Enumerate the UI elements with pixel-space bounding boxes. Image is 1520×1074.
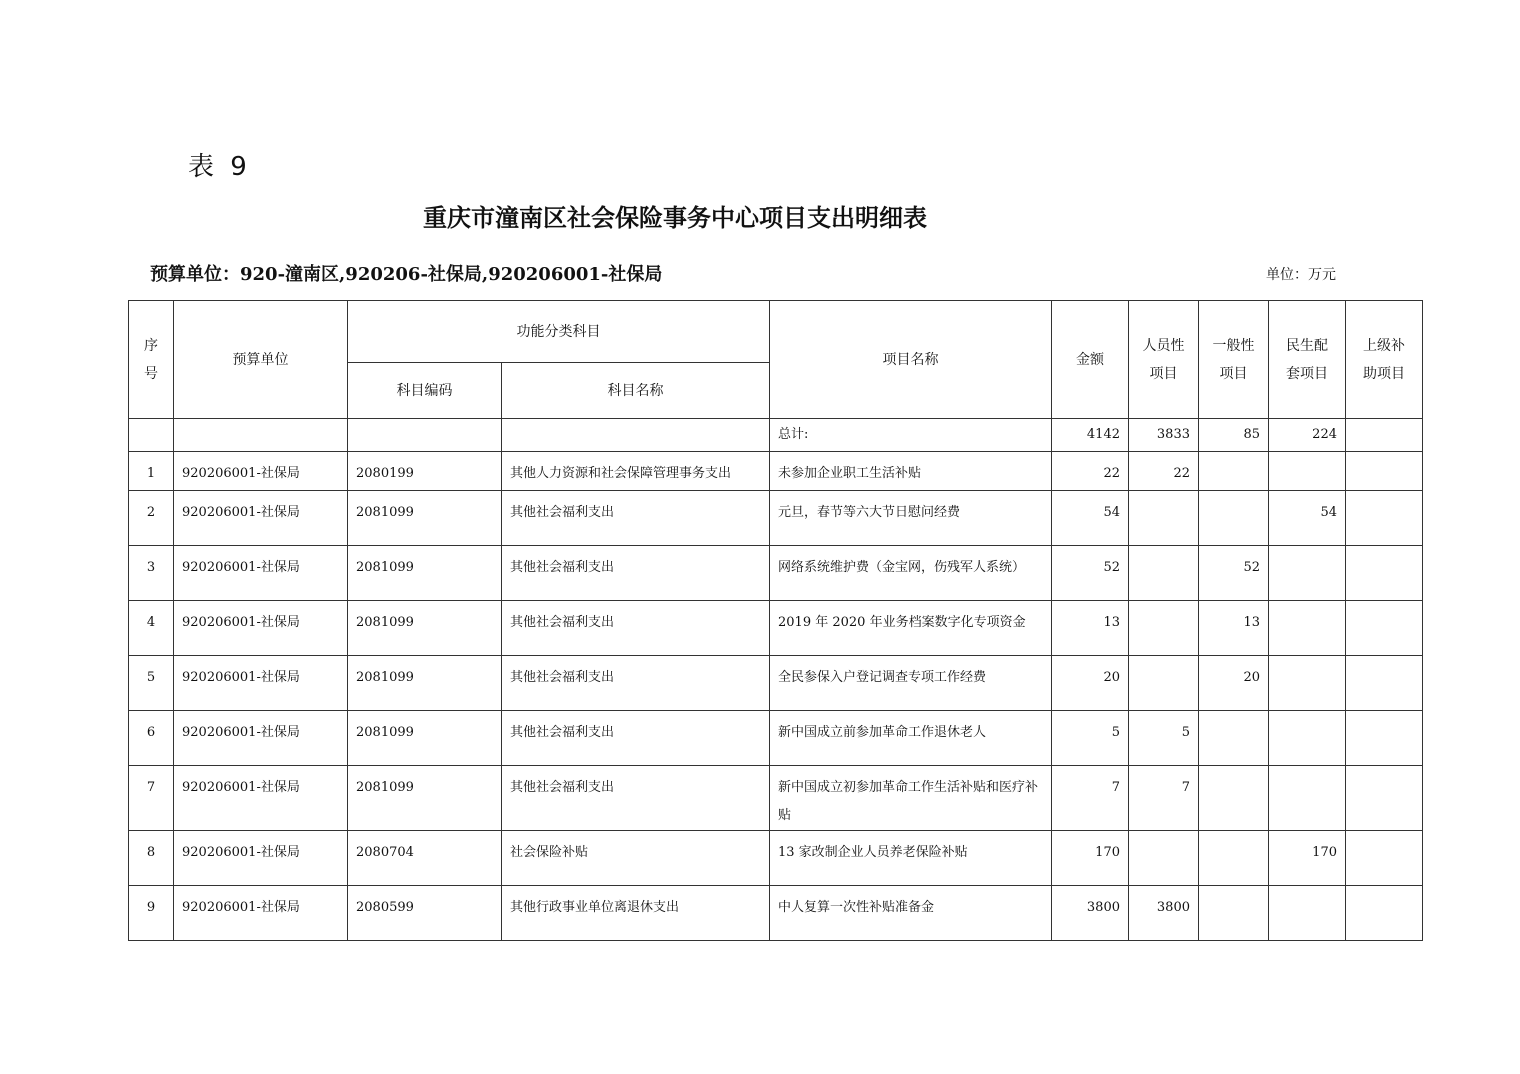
header-subject-name: 科目名称	[502, 363, 770, 419]
total-general: 85	[1199, 419, 1269, 452]
total-personnel: 3833	[1129, 419, 1199, 452]
row-project: 13 家改制企业人员养老保险补贴	[770, 831, 1052, 886]
row-unit: 920206001-社保局	[174, 452, 348, 491]
header-superior: 上级补助项目	[1346, 301, 1423, 419]
row-unit: 920206001-社保局	[174, 656, 348, 711]
row-seq: 5	[129, 656, 174, 711]
row-project: 中人复算一次性补贴准备金	[770, 886, 1052, 941]
row-code: 2081099	[348, 766, 502, 831]
row-project: 全民参保入户登记调查专项工作经费	[770, 656, 1052, 711]
row-general: 13	[1199, 601, 1269, 656]
row-livelihood	[1269, 656, 1346, 711]
row-unit: 920206001-社保局	[174, 886, 348, 941]
row-general	[1199, 711, 1269, 766]
row-personnel	[1129, 601, 1199, 656]
table-row	[129, 452, 1423, 491]
header-code: 科目编码	[348, 363, 502, 419]
row-superior	[1346, 656, 1423, 711]
row-amount: 22	[1052, 452, 1129, 491]
row-amount: 52	[1052, 546, 1129, 601]
row-unit: 920206001-社保局	[174, 831, 348, 886]
row-superior	[1346, 546, 1423, 601]
row-superior	[1346, 766, 1423, 831]
row-code: 2080704	[348, 831, 502, 886]
header-seq: 序号	[129, 301, 174, 419]
table-row	[129, 766, 1423, 831]
row-code: 2081099	[348, 601, 502, 656]
row-subject: 其他社会福利支出	[502, 656, 770, 711]
row-project: 2019 年 2020 年业务档案数字化专项资金	[770, 601, 1052, 656]
header-livelihood: 民生配套项目	[1269, 301, 1346, 419]
row-project: 网络系统维护费（金宝网，伤残军人系统）	[770, 546, 1052, 601]
table-row	[129, 711, 1423, 766]
row-general	[1199, 886, 1269, 941]
row-subject: 社会保险补贴	[502, 831, 770, 886]
row-seq: 6	[129, 711, 174, 766]
row-code: 2080599	[348, 886, 502, 941]
row-superior	[1346, 831, 1423, 886]
row-livelihood	[1269, 886, 1346, 941]
row-subject: 其他社会福利支出	[502, 711, 770, 766]
row-seq: 8	[129, 831, 174, 886]
row-seq: 3	[129, 546, 174, 601]
row-livelihood	[1269, 601, 1346, 656]
row-livelihood	[1269, 452, 1346, 491]
row-project: 元旦，春节等六大节日慰问经费	[770, 491, 1052, 546]
row-unit: 920206001-社保局	[174, 601, 348, 656]
row-unit: 920206001-社保局	[174, 711, 348, 766]
row-livelihood	[1269, 711, 1346, 766]
row-code: 2081099	[348, 491, 502, 546]
row-personnel: 5	[1129, 711, 1199, 766]
row-code: 2080199	[348, 452, 502, 491]
row-personnel	[1129, 656, 1199, 711]
row-amount: 7	[1052, 766, 1129, 831]
header-personnel: 人员性项目	[1129, 301, 1199, 419]
row-personnel: 3800	[1129, 886, 1199, 941]
row-subject: 其他行政事业单位离退休支出	[502, 886, 770, 941]
row-subject: 其他社会福利支出	[502, 766, 770, 831]
row-amount: 20	[1052, 656, 1129, 711]
row-amount: 13	[1052, 601, 1129, 656]
total-livelihood: 224	[1269, 419, 1346, 452]
row-amount: 170	[1052, 831, 1129, 886]
total-label: 总计:	[770, 419, 1052, 452]
row-subject: 其他社会福利支出	[502, 546, 770, 601]
row-livelihood: 170	[1269, 831, 1346, 886]
row-general	[1199, 452, 1269, 491]
row-subject: 其他社会福利支出	[502, 491, 770, 546]
row-unit: 920206001-社保局	[174, 766, 348, 831]
row-amount: 54	[1052, 491, 1129, 546]
row-personnel	[1129, 546, 1199, 601]
header-general: 一般性项目	[1199, 301, 1269, 419]
header-function-group: 功能分类科目	[348, 301, 770, 363]
row-general	[1199, 766, 1269, 831]
unit-label: 单位：万元	[1266, 267, 1336, 283]
header-unit: 预算单位	[174, 301, 348, 419]
table-row	[129, 886, 1423, 941]
row-superior	[1346, 601, 1423, 656]
table-row	[129, 491, 1423, 546]
header-project: 项目名称	[770, 301, 1052, 419]
total-row	[129, 419, 1423, 452]
document-title: 重庆市潼南区社会保险事务中心项目支出明细表	[423, 203, 927, 232]
row-general	[1199, 831, 1269, 886]
total-amount: 4142	[1052, 419, 1129, 452]
row-code: 2081099	[348, 546, 502, 601]
row-seq: 1	[129, 452, 174, 491]
row-livelihood	[1269, 546, 1346, 601]
row-code: 2081099	[348, 711, 502, 766]
row-superior	[1346, 452, 1423, 491]
table-row	[129, 601, 1423, 656]
row-seq: 9	[129, 886, 174, 941]
row-subject: 其他社会福利支出	[502, 601, 770, 656]
row-livelihood: 54	[1269, 491, 1346, 546]
row-seq: 2	[129, 491, 174, 546]
row-personnel	[1129, 831, 1199, 886]
total-superior	[1346, 419, 1423, 452]
row-general: 52	[1199, 546, 1269, 601]
table-number: 表 9	[188, 152, 251, 182]
table-row	[129, 656, 1423, 711]
row-seq: 7	[129, 766, 174, 831]
row-subject: 其他人力资源和社会保障管理事务支出	[502, 452, 770, 491]
row-personnel: 7	[1129, 766, 1199, 831]
row-seq: 4	[129, 601, 174, 656]
row-project: 未参加企业职工生活补贴	[770, 452, 1052, 491]
row-general: 20	[1199, 656, 1269, 711]
row-personnel: 22	[1129, 452, 1199, 491]
row-unit: 920206001-社保局	[174, 491, 348, 546]
row-livelihood	[1269, 766, 1346, 831]
row-amount: 3800	[1052, 886, 1129, 941]
row-code: 2081099	[348, 656, 502, 711]
row-project: 新中国成立前参加革命工作退休老人	[770, 711, 1052, 766]
row-project: 新中国成立初参加革命工作生活补贴和医疗补贴	[770, 766, 1052, 831]
row-personnel	[1129, 491, 1199, 546]
table-row	[129, 546, 1423, 601]
table-row	[129, 831, 1423, 886]
row-superior	[1346, 491, 1423, 546]
row-general	[1199, 491, 1269, 546]
row-superior	[1346, 886, 1423, 941]
header-amount: 金额	[1052, 301, 1129, 419]
row-superior	[1346, 711, 1423, 766]
row-unit: 920206001-社保局	[174, 546, 348, 601]
budget-unit: 预算单位：920-潼南区,920206-社保局,920206001-社保局	[150, 264, 663, 285]
row-amount: 5	[1052, 711, 1129, 766]
expenditure-table	[128, 300, 1423, 941]
